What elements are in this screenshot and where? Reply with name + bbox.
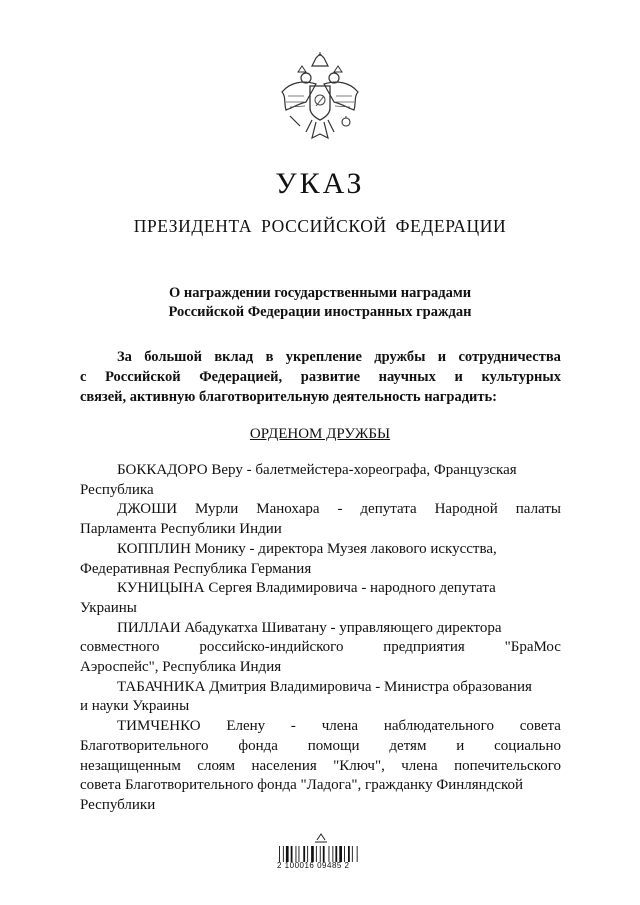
barcode-bar (344, 846, 345, 862)
word: слоям (197, 757, 236, 774)
word: помощи (307, 737, 360, 754)
decree-heading (0, 284, 640, 322)
text-line (80, 717, 561, 737)
word: члена (321, 718, 359, 735)
barcode-bar (279, 846, 280, 862)
text-line: Украины (80, 599, 137, 616)
barcode-bar (352, 846, 353, 862)
word: Благотворительного (80, 737, 209, 754)
word: социально (494, 737, 561, 754)
document-subtitle: ПРЕЗИДЕНТА РОССИЙСКОЙ ФЕДЕРАЦИИ (133, 216, 507, 236)
word: За (117, 349, 132, 365)
word: Народной (434, 501, 498, 518)
order-name-text: ОРДЕНОМ ДРУЖБЫ (249, 426, 391, 442)
word: совместного (80, 639, 160, 656)
order-name (0, 424, 640, 444)
word: Манохара (256, 501, 320, 518)
text-line: БОККАДОРО Веру - балетмейстера-хореографа, Французская (117, 462, 517, 478)
barcode-bar (357, 846, 358, 862)
text-line (80, 757, 561, 777)
text-line: связей, активную благотворительную деятельность наградить: (80, 389, 498, 405)
text-line: Аэроспейс", Республика Индия (80, 659, 282, 676)
word: палаты (515, 501, 561, 518)
text-line (80, 367, 561, 387)
word: и (456, 737, 465, 754)
document-title: УКАЗ (275, 167, 365, 200)
word: - (290, 718, 296, 735)
barcode-bar (291, 846, 293, 862)
barcode-bar (332, 846, 333, 862)
text-line: ТАБАЧНИКА Дмитрия Владимировича - Министра образования (117, 678, 532, 695)
text-line: КОППЛИН Монику - директора Музея лакового искусства, (117, 540, 497, 557)
word: и (454, 369, 463, 385)
word: большой (144, 349, 203, 365)
word: ТИМЧЕНКО (117, 718, 201, 735)
word: дружбы (374, 349, 426, 365)
word: научных (378, 369, 436, 385)
word: "БраМос (504, 639, 561, 656)
text-line: Парламента Республики Индии (80, 521, 282, 538)
barcode-bar (311, 846, 314, 862)
preamble (80, 347, 561, 407)
word: наблюдательного (383, 718, 494, 735)
barcode-bar (348, 846, 350, 862)
word: культурных (481, 369, 561, 385)
barcode-bar (299, 846, 300, 862)
word: детям (389, 737, 427, 754)
word: с (80, 369, 87, 385)
barcode-bar (283, 846, 284, 862)
barcode-bar (286, 846, 289, 862)
barcode-number: 2 100016 09485 2 (277, 861, 350, 870)
text-line (80, 500, 561, 520)
word: попечительского (454, 757, 561, 774)
word: в (265, 349, 274, 365)
word: населения (251, 757, 317, 774)
word: сотрудничества (458, 349, 561, 365)
word: и (437, 349, 447, 365)
barcode-bar (323, 846, 325, 862)
word: "Ключ", (333, 757, 385, 774)
text-line: Федеративная Республика Германия (80, 560, 312, 577)
word: совета (519, 718, 561, 735)
word: незащищенным (80, 757, 181, 774)
text-line (80, 347, 561, 367)
text-line: Республики (80, 796, 156, 813)
word: депутата (360, 501, 417, 518)
text-line (80, 737, 561, 757)
word: российско-индийского (199, 639, 344, 656)
barcode-bar (335, 846, 337, 862)
barcode-mark-icon (315, 834, 327, 842)
word: Российской (105, 369, 181, 385)
barcode-bar (307, 846, 308, 862)
text-line: Республика (80, 481, 154, 498)
text-line: ПИЛЛАИ Абадукатха Шиватану - управляющего директора (117, 619, 502, 636)
word: - (337, 501, 343, 518)
text-line (80, 638, 561, 658)
word: предприятия (383, 639, 465, 656)
word: члена (401, 757, 438, 774)
word: укрепление (285, 349, 362, 365)
word: Федерацией, (199, 369, 283, 385)
heading-line: О награждении государственными наградами (168, 285, 472, 301)
barcode-bar (316, 846, 317, 862)
word: фонда (238, 737, 278, 754)
word: вклад (214, 349, 254, 365)
barcode-bar (303, 846, 305, 862)
word: Мурли (195, 501, 239, 518)
word: развитие (300, 369, 361, 385)
barcode-bar (296, 846, 297, 862)
text-line: КУНИЦЫНА Сергея Владимировича - народного депутата (117, 580, 496, 597)
barcode-bar (320, 846, 321, 862)
coat-of-arms-icon (276, 52, 364, 148)
barcode-bar (339, 846, 342, 862)
recipients-list (80, 461, 561, 816)
text-line: совета Благотворительного фонда "Ладога", гражданку Финляндской (80, 777, 524, 794)
word: ДЖОШИ (117, 501, 178, 518)
text-line: и науки Украины (80, 698, 190, 715)
barcode-bar (329, 846, 330, 862)
heading-line: Российской Федерации иностранных граждан (168, 304, 472, 320)
word: Елену (226, 718, 266, 735)
